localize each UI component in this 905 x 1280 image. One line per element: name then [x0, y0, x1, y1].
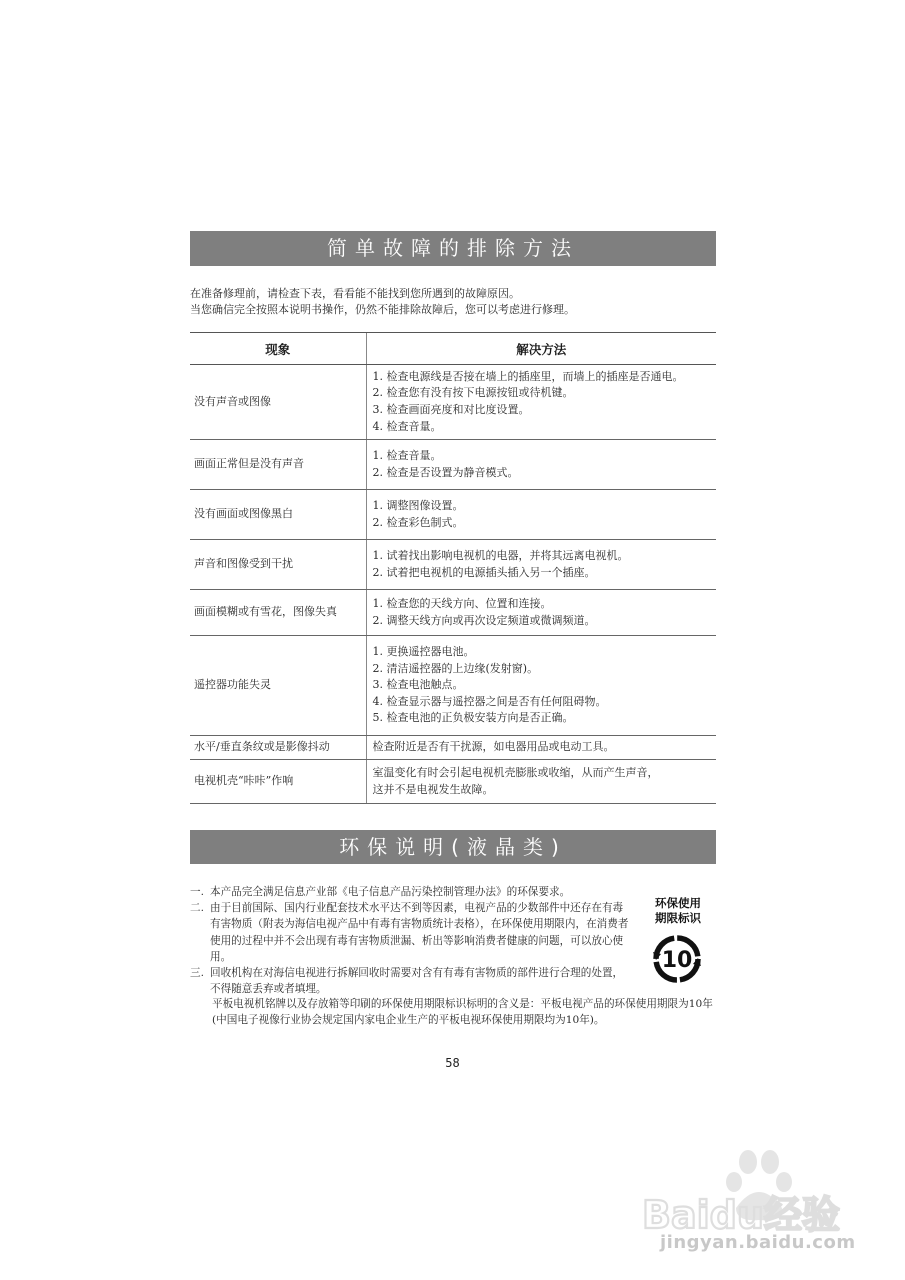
- solution-step: 2. 检查彩色制式。: [372, 515, 464, 529]
- solution-step: 这并不是电视发生故障。: [372, 782, 494, 796]
- symptom-cell: 水平/垂直条纹或是影像抖动: [190, 736, 366, 760]
- eco-symbol-number: 10: [661, 948, 693, 973]
- environment-item-number: 一.: [190, 886, 204, 898]
- environment-footer: [190, 996, 718, 1028]
- watermark-url: jingyan.baidu.com: [660, 1232, 856, 1253]
- table-row: [190, 440, 716, 490]
- environment-item: [190, 884, 630, 900]
- environment-footer-text: 平板电视机铭牌以及存放箱等印刷的环保使用期限标识标明的含义是：平板电视产品的环保使用期限为10年(中国电子视像行业协会规定国内家电企业生产的平板电视环保使用期限均为10年)。: [212, 998, 713, 1027]
- solution-step: 1. 检查电源线是否接在墙上的插座里，而墙上的插座是否通电。: [372, 369, 684, 383]
- table-row: [190, 540, 716, 590]
- table-row: [190, 590, 716, 636]
- eco-period-label: [645, 896, 711, 926]
- intro-line-2: 当您确信完全按照本说明书操作，仍然不能排除故障后，您可以考虑进行修理。: [190, 303, 575, 316]
- environment-banner: 环保说明(液晶类): [190, 830, 716, 864]
- page-number: 58: [445, 1056, 460, 1070]
- environment-item-number: 二.: [190, 902, 204, 915]
- environment-list: [190, 884, 630, 997]
- solution-cell: [366, 590, 716, 636]
- solution-step: 3. 检查画面亮度和对比度设置。: [372, 403, 530, 416]
- solution-cell: [366, 636, 716, 736]
- environment-item-number: 三.: [190, 967, 204, 980]
- solution-cell: [366, 736, 716, 760]
- solution-step: 2. 检查是否设置为静音模式。: [372, 465, 519, 479]
- table-row: [190, 490, 716, 540]
- troubleshooting-banner: 简单故障的排除方法: [190, 231, 716, 266]
- table-row: [190, 636, 716, 736]
- solution-step: 2. 调整天线方向或再次设定频道或微调频道。: [372, 613, 596, 627]
- eco-label-line-1: 环保使用: [655, 896, 701, 910]
- solution-cell: [366, 490, 716, 540]
- environment-item: [190, 900, 630, 965]
- header-symptom: 现象: [190, 333, 366, 365]
- solution-cell: [366, 540, 716, 590]
- symptom-cell: 没有画面或图像黑白: [190, 490, 366, 540]
- solution-step: 4. 检查音量。: [372, 419, 442, 433]
- table-row: [190, 736, 716, 760]
- environment-item-text: 回收机构在对海信电视进行拆解回收时需要对含有有毒有害物质的部件进行合理的处置，不得随意丢弃或者填埋。: [210, 967, 624, 996]
- solution-step: 室温变化有时会引起电视机壳膨胀或收缩，从而产生声音，: [372, 765, 659, 779]
- table-row: [190, 365, 716, 440]
- solution-cell: [366, 365, 716, 440]
- symptom-cell: 遥控器功能失灵: [190, 636, 366, 736]
- eco-period-10-icon: [647, 934, 707, 984]
- solution-step: 1. 检查音量。: [372, 448, 442, 462]
- solution-step: 1. 试着找出影响电视机的电器，并将其远离电视机。: [372, 548, 629, 562]
- solution-step: 2. 检查您有没有按下电源按钮或待机键。: [372, 386, 574, 400]
- solution-step: 2. 试着把电视机的电源插头插入另一个插座。: [372, 565, 596, 579]
- symptom-cell: 画面模糊或有雪花，图像失真: [190, 590, 366, 636]
- symptom-cell: 电视机壳“咔咔”作响: [190, 760, 366, 804]
- solution-step: 5. 检查电池的正负极安装方向是否正确。: [372, 711, 574, 725]
- environment-item-text: 本产品完全满足信息产业部《电子信息产品污染控制管理办法》的环保要求。: [210, 886, 571, 898]
- symptom-cell: 没有声音或图像: [190, 365, 366, 440]
- solution-cell: [366, 440, 716, 490]
- solution-step: 3. 检查电池触点。: [372, 678, 464, 692]
- solution-step: 2. 清洁遥控器的上边缘(发射窗)。: [372, 661, 539, 675]
- symptom-cell: 声音和图像受到干扰: [190, 540, 366, 590]
- symptom-cell: 画面正常但是没有声音: [190, 440, 366, 490]
- solution-step: 1. 检查您的天线方向、位置和连接。: [372, 596, 552, 610]
- solution-step: 4. 检查显示器与遥控器之间是否有任何阻碍物。: [372, 694, 607, 708]
- environment-item: [190, 965, 630, 997]
- table-row: [190, 760, 716, 804]
- environment-item-text: 由于目前国际、国内行业配套技术水平达不到等因素，电视产品的少数部件中还存在有毒有害物质（附表为海信电视产品中有毒有害物质统计表格），在环保使用期限内，在消费者使用的过程中并不会出现有毒有害物质泄漏、析出等影响消费者健康的问题，可以放心使用。: [210, 902, 629, 963]
- intro-line-1: 在准备修理前，请检查下表，看看能不能找到您所遇到的故障原因。: [190, 287, 520, 300]
- eco-label-line-2: 期限标识: [655, 911, 701, 925]
- solution-step: 检查附近是否有干扰源，如电器用品或电动工具。: [372, 740, 615, 754]
- solution-cell: [366, 760, 716, 804]
- watermark-logo: Baidu经验: [642, 1193, 840, 1237]
- table-header-row: [190, 333, 716, 365]
- solution-step: 1. 调整图像设置。: [372, 498, 464, 512]
- troubleshooting-table: [190, 332, 716, 804]
- header-solution: 解决方法: [366, 333, 716, 365]
- solution-step: 1. 更换遥控器电池。: [372, 645, 475, 659]
